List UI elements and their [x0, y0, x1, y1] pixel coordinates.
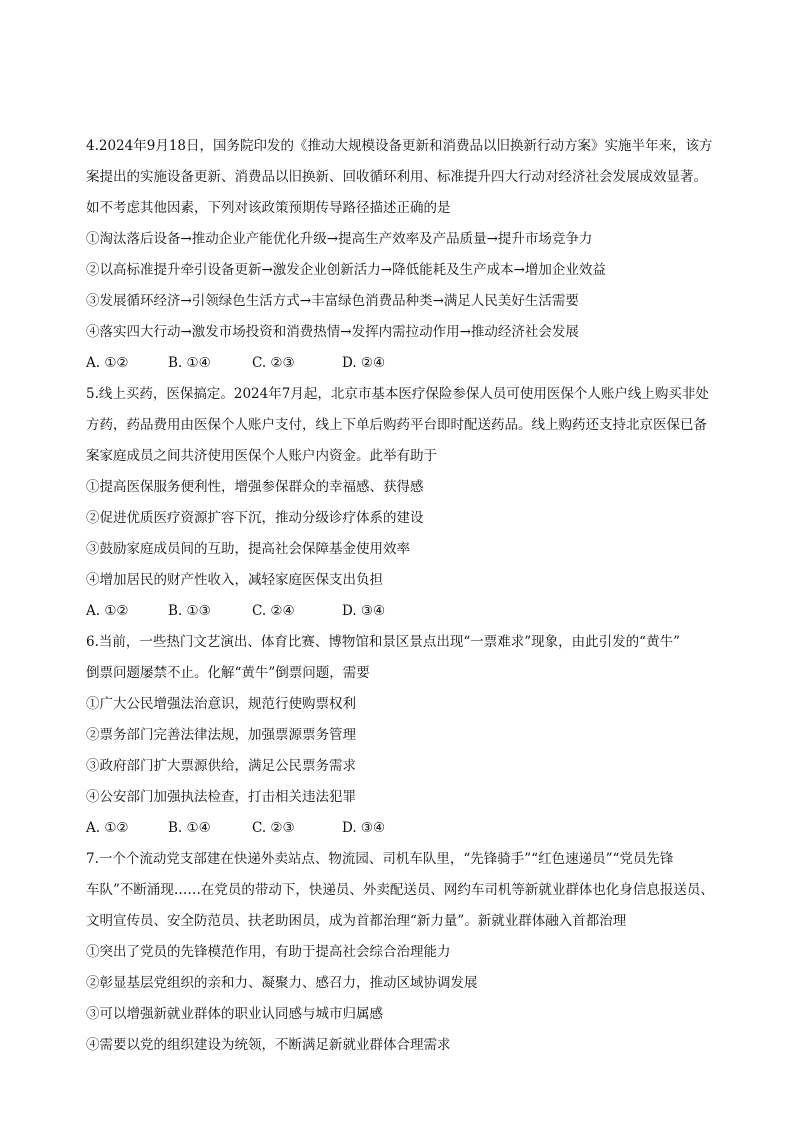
q6-answer-d: D. ③④ [342, 820, 386, 836]
q4-option-3: ③发展循环经济→引领绿色生活方式→丰富绿色消费品种类→满足人民美好生活需要 [86, 293, 579, 309]
q6-stem-line-1: 6.当前，一些热门文艺演出、体育比赛、博物馆和景区景点出现“一票难求”现象，由此引发的“黄牛” [86, 634, 680, 650]
q4-stem-line-3: 如不考虑其他因素，下列对该政策预期传导路径描述正确的是 [86, 200, 451, 216]
q5-option-3: ③鼓励家庭成员间的互助，提高社会保障基金使用效率 [86, 541, 410, 557]
q5-option-1: ①提高医保服务便利性，增强参保群众的幸福感、获得感 [86, 479, 424, 495]
q5-stem-line-2: 方药，药品费用由医保个人账户支付，线上下单后购药平台即时配送药品。线上购药还支持北京医保已备 [86, 417, 707, 433]
q4-stem-line-1: 4.2024年9月18日，国务院印发的《推动大规模设备更新和消费品以旧换新行动方案》实施半年来，该方 [86, 138, 713, 154]
q6-option-2: ②票务部门完善法律法规，加强票源票务管理 [86, 727, 356, 743]
q4-answer-d: D. ②④ [342, 355, 386, 371]
q7-stem-line-3: 文明宣传员、安全防范员、扶老助困员，成为首都治理“新力量”。新就业群体融入首都治理 [86, 913, 627, 929]
q4-answer-a: A. ①② [86, 355, 129, 371]
q4-option-4: ④落实四大行动→激发市场投资和消费热情→发挥内需拉动作用→推动经济社会发展 [86, 324, 579, 340]
q6-stem-line-2: 倒票问题屡禁不止。化解“黄牛”倒票问题，需要 [86, 665, 370, 681]
q6-answer-b: B. ①④ [168, 820, 211, 836]
q4-option-1: ①淘汰落后设备→推动企业产能优化升级→提高生产效率及产品质量→提升市场竞争力 [86, 231, 593, 247]
q6-answer-a: A. ①② [86, 820, 129, 836]
q4-answer-c: C. ②③ [252, 355, 295, 371]
q5-answer-c: C. ②④ [252, 603, 295, 619]
q7-option-4: ④需要以党的组织建设为统领，不断满足新就业群体合理需求 [86, 1037, 451, 1053]
q5-stem-line-3: 案家庭成员之间共济使用医保个人账户内资金。此举有助于 [86, 448, 437, 464]
q5-answer-d: D. ③④ [342, 603, 386, 619]
q4-option-2: ②以高标准提升牵引设备更新→激发企业创新活力→降低能耗及生产成本→增加企业效益 [86, 262, 606, 278]
q6-option-4: ④公安部门加强执法检查，打击相关违法犯罪 [86, 789, 356, 805]
q5-stem-line-1: 5.线上买药，医保搞定。2024年7月起，北京市基本医疗保险参保人员可使用医保个人账户线上购买非处 [86, 386, 709, 402]
q7-option-2: ②彰显基层党组织的亲和力、凝聚力、感召力，推动区域协调发展 [86, 975, 478, 991]
q5-option-4: ④增加居民的财产性收入，减轻家庭医保支出负担 [86, 572, 383, 588]
q6-answer-c: C. ②③ [252, 820, 295, 836]
q7-stem-line-2: 车队”不断涌现……在党员的带动下，快递员、外卖配送员、网约车司机等新就业群体也化身信息报送员、 [86, 882, 714, 898]
q5-option-2: ②促进优质医疗资源扩容下沉，推动分级诊疗体系的建设 [86, 510, 424, 526]
q4-stem-line-2: 案提出的实施设备更新、消费品以旧换新、回收循环利用、标准提升四大行动对经济社会发展成效显著。 [86, 169, 707, 185]
q6-option-1: ①广大公民增强法治意识，规范行使购票权利 [86, 696, 356, 712]
q4-answer-b: B. ①④ [168, 355, 211, 371]
q7-option-3: ③可以增强新就业群体的职业认同感与城市归属感 [86, 1006, 383, 1022]
q6-option-3: ③政府部门扩大票源供给，满足公民票务需求 [86, 758, 356, 774]
q7-stem-line-1: 7.一个个流动党支部建在快递外卖站点、物流园、司机车队里，“先锋骑手”“红色速递员”“党员先锋 [86, 851, 674, 867]
q7-option-1: ①突出了党员的先锋模范作用，有助于提高社会综合治理能力 [86, 944, 451, 960]
q5-answer-b: B. ①③ [168, 603, 211, 619]
q5-answer-a: A. ①② [86, 603, 129, 619]
